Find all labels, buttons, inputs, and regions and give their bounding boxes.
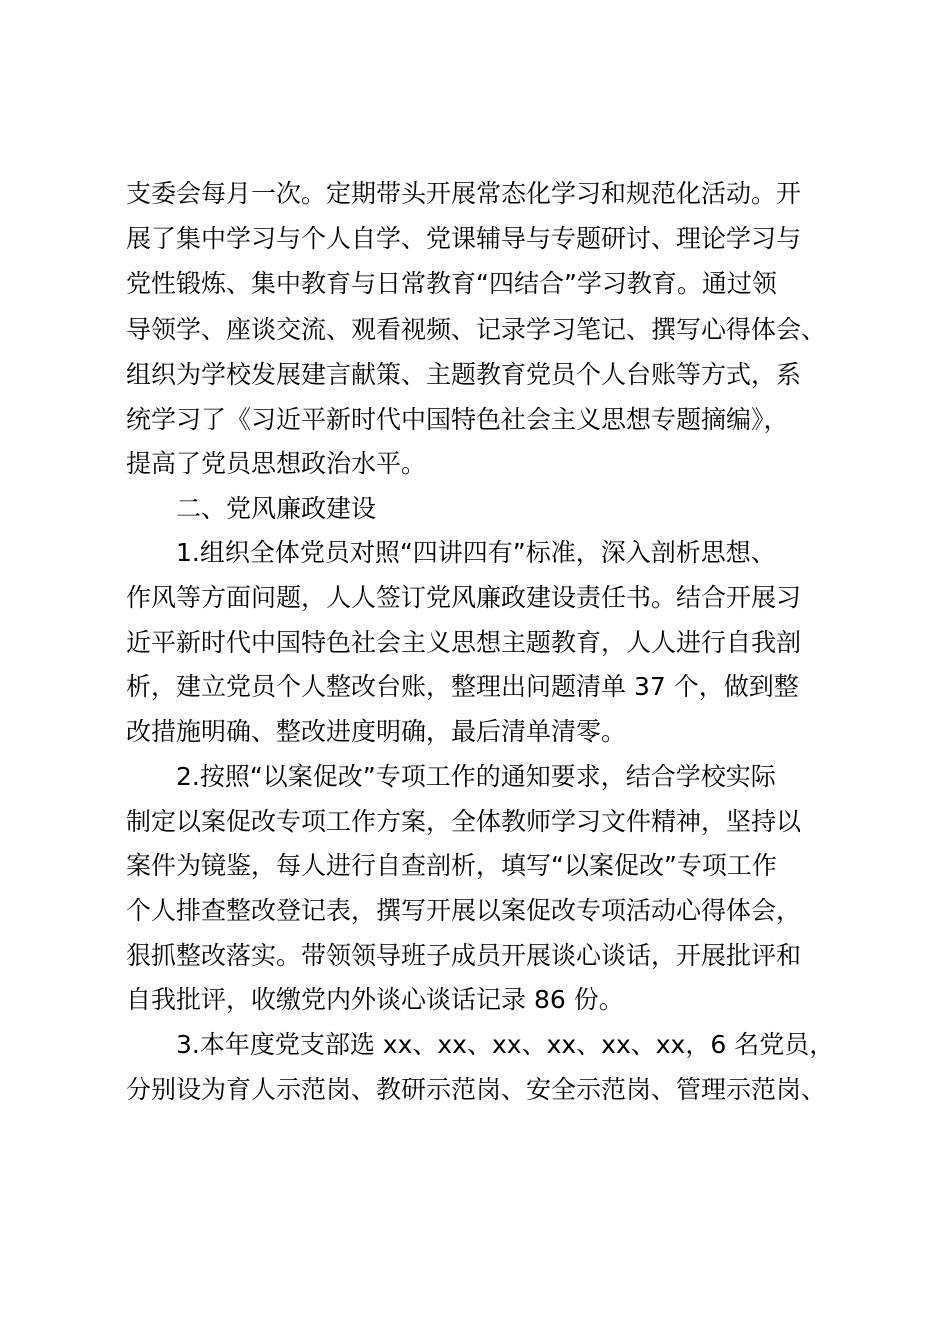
text-line: 统学习了《习近平新时代中国特色社会主义思想专题摘编》， [126, 405, 789, 434]
text-line: 提高了党员思想政治水平。 [126, 449, 427, 478]
text-line: 分别设为育人示范岗、教研示范岗、安全示范岗、管理示范岗、 [126, 1075, 827, 1104]
text-line: 1.组织全体党员对照“四讲四有”标准，深入剖析思想、 [176, 538, 776, 567]
text-line: 自我批评，收缴党内外谈心谈话记录 86 份。 [126, 985, 624, 1014]
text-line: 个人排查整改登记表，撰写开展以案促改专项活动心得体会， [126, 896, 802, 925]
section-heading: 二、党风廉政建设 [176, 494, 377, 523]
text-line: 展了集中学习与个人自学、党课辅导与专题研讨、理论学习与 [126, 224, 802, 253]
text-line: 组织为学校发展建言献策、主题教育党员个人台账等方式，系 [126, 360, 802, 389]
text-line: 2.按照“以案促改”专项工作的通知要求，结合学校实际 [176, 762, 776, 791]
text-line: 狠抓整改落实。带领领导班子成员开展谈心谈话，开展批评和 [126, 941, 802, 970]
text-line: 析，建立党员个人整改台账，整理出问题清单 37 个，做到整 [126, 672, 799, 701]
text-line: 改措施明确、整改进度明确，最后清单清零。 [126, 717, 627, 746]
text-line: 导领学、座谈交流、观看视频、记录学习笔记、撰写心得体会、 [126, 315, 827, 344]
text-line: 党性锻炼、集中教育与日常教育“四结合”学习教育。通过领 [126, 269, 777, 298]
text-line: 3.本年度党支部选 xx、xx、xx、xx、xx、xx，6 名党员， [176, 1030, 835, 1059]
text-line: 制定以案促改专项工作方案，全体教师学习文件精神，坚持以 [126, 807, 802, 836]
text-line: 近平新时代中国特色社会主义思想主题教育，人人进行自我剖 [126, 628, 802, 657]
text-line: 支委会每月一次。定期带头开展常态化学习和规范化活动。开 [126, 179, 802, 208]
text-line: 作风等方面问题，人人签订党风廉政建设责任书。结合开展习 [126, 583, 802, 612]
text-line: 案件为镜鉴，每人进行自查剖析，填写“以案促改”专项工作 [126, 851, 777, 880]
